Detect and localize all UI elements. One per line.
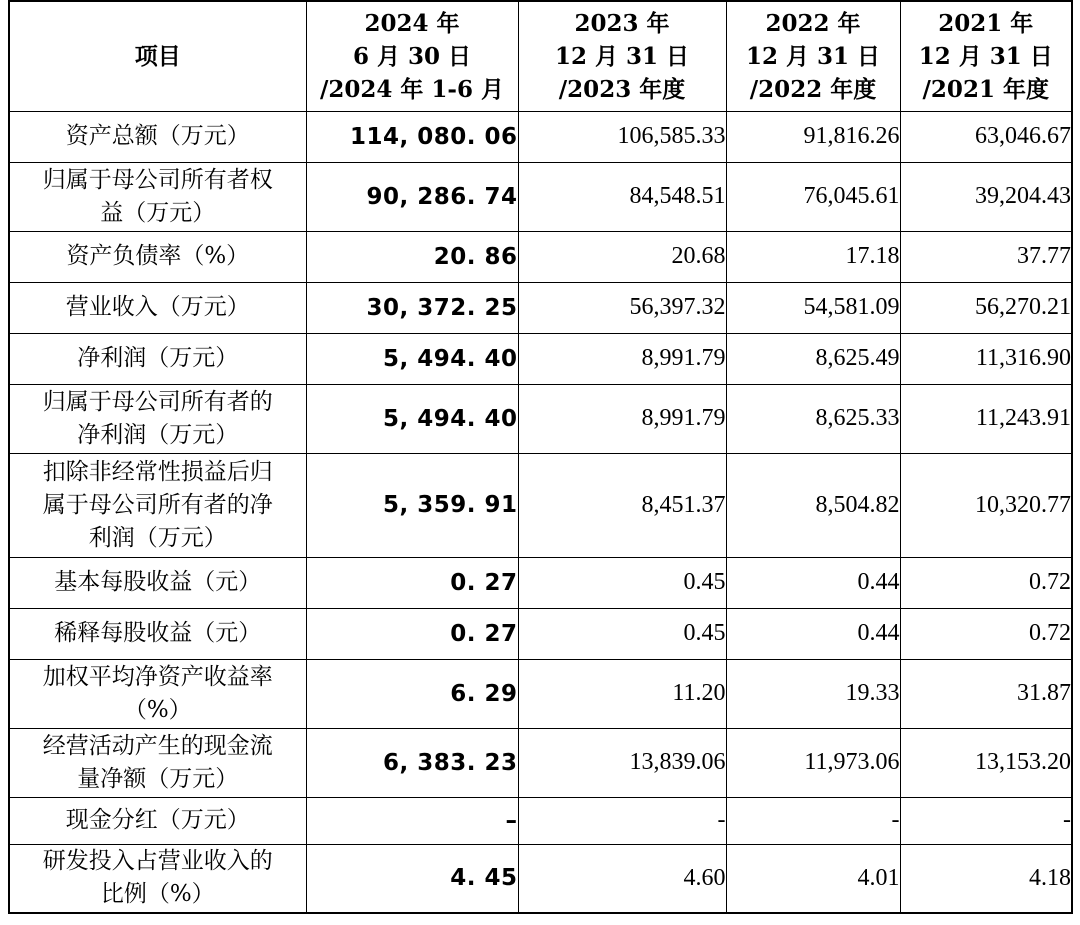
value-2022: 0.44 <box>726 557 900 608</box>
row-label-line: 加权平均净资产收益率 <box>42 663 273 690</box>
value-2024h1: – <box>306 797 518 844</box>
row-label-line: 比例（%） <box>100 881 215 908</box>
row-label <box>9 608 306 659</box>
header-period-line: /2024 年 1-6 月 <box>320 75 504 103</box>
header-period-line: 2023 年 <box>574 9 670 37</box>
value-2021: 0.72 <box>900 557 1072 608</box>
value-2023: 8,991.79 <box>518 384 726 453</box>
header-period-2022 <box>726 1 900 111</box>
row-label <box>9 453 306 557</box>
row-label <box>9 333 306 384</box>
value-2021: 13,153.20 <box>900 728 1072 797</box>
value-2024h1: 114, 080. 06 <box>306 111 518 162</box>
table-body <box>9 111 1072 913</box>
value-2023: 8,451.37 <box>518 453 726 557</box>
value-2021: 0.72 <box>900 608 1072 659</box>
header-period-2024h1 <box>306 1 518 111</box>
header-item <box>9 1 306 111</box>
row-label <box>9 557 306 608</box>
header-period-line: /2023 年度 <box>558 75 686 103</box>
row-label-line: 资产负债率（%） <box>66 243 250 269</box>
value-2021: 4.18 <box>900 844 1072 913</box>
table-row <box>9 557 1072 608</box>
value-2021: 11,243.91 <box>900 384 1072 453</box>
value-2022: 91,816.26 <box>726 111 900 162</box>
row-label-line: 归属于母公司所有者权 <box>42 166 273 193</box>
header-period-line: 12 月 31 日 <box>745 42 881 70</box>
value-2024h1: 0. 27 <box>306 557 518 608</box>
value-2022: 0.44 <box>726 608 900 659</box>
header-period-2023 <box>518 1 726 111</box>
row-label-line: 现金分红（万元） <box>65 807 250 833</box>
value-2024h1: 5, 494. 40 <box>306 333 518 384</box>
value-2022: 4.01 <box>726 844 900 913</box>
row-label-line: 净利润（万元） <box>77 421 239 448</box>
value-2024h1: 4. 45 <box>306 844 518 913</box>
financial-summary-table <box>8 0 1073 914</box>
row-label-line: 益（万元） <box>100 199 216 226</box>
row-label <box>9 659 306 728</box>
row-label-line: 净利润（万元） <box>77 345 239 371</box>
header-period-line: 6 月 30 日 <box>352 42 472 70</box>
row-label-line: 扣除非经常性损益后归 <box>42 458 273 485</box>
row-label <box>9 111 306 162</box>
value-2021: 10,320.77 <box>900 453 1072 557</box>
value-2022: 17.18 <box>726 231 900 282</box>
value-2024h1: 6, 383. 23 <box>306 728 518 797</box>
value-2023: 4.60 <box>518 844 726 913</box>
header-row <box>9 1 1072 111</box>
value-2023: 84,548.51 <box>518 162 726 231</box>
value-2021: - <box>900 797 1072 844</box>
table-row <box>9 659 1072 728</box>
table-row <box>9 282 1072 333</box>
value-2024h1: 5, 494. 40 <box>306 384 518 453</box>
row-label-line: 利润（万元） <box>88 524 227 551</box>
row-label-line: 经营活动产生的现金流 <box>42 732 273 759</box>
value-2021: 37.77 <box>900 231 1072 282</box>
row-label <box>9 231 306 282</box>
row-label-line: 稀释每股收益（元） <box>54 620 262 646</box>
row-label <box>9 797 306 844</box>
value-2022: 11,973.06 <box>726 728 900 797</box>
value-2022: 76,045.61 <box>726 162 900 231</box>
value-2023: - <box>518 797 726 844</box>
value-2022: 8,625.49 <box>726 333 900 384</box>
row-label-line: 研发投入占营业收入的 <box>42 848 273 875</box>
value-2022: 8,504.82 <box>726 453 900 557</box>
header-period-line: 2021 年 <box>938 9 1034 37</box>
row-label-line: 资产总额（万元） <box>65 123 250 149</box>
value-2022: - <box>726 797 900 844</box>
row-label <box>9 282 306 333</box>
table-row <box>9 453 1072 557</box>
table-row <box>9 384 1072 453</box>
value-2024h1: 90, 286. 74 <box>306 162 518 231</box>
value-2021: 31.87 <box>900 659 1072 728</box>
table-row <box>9 231 1072 282</box>
value-2022: 19.33 <box>726 659 900 728</box>
value-2023: 8,991.79 <box>518 333 726 384</box>
value-2024h1: 30, 372. 25 <box>306 282 518 333</box>
header-period-2021 <box>900 1 1072 111</box>
row-label-line: 属于母公司所有者的净 <box>42 491 273 518</box>
row-label <box>9 728 306 797</box>
table-row <box>9 797 1072 844</box>
value-2023: 11.20 <box>518 659 726 728</box>
value-2023: 0.45 <box>518 608 726 659</box>
header-item-label: 项目 <box>134 42 181 70</box>
row-label <box>9 844 306 913</box>
value-2021: 39,204.43 <box>900 162 1072 231</box>
value-2021: 11,316.90 <box>900 333 1072 384</box>
value-2023: 0.45 <box>518 557 726 608</box>
value-2024h1: 5, 359. 91 <box>306 453 518 557</box>
row-label-line: （%） <box>123 696 192 723</box>
value-2024h1: 0. 27 <box>306 608 518 659</box>
header-period-line: /2021 年度 <box>922 75 1049 103</box>
row-label <box>9 162 306 231</box>
value-2021: 63,046.67 <box>900 111 1072 162</box>
value-2023: 13,839.06 <box>518 728 726 797</box>
table-row <box>9 111 1072 162</box>
value-2023: 20.68 <box>518 231 726 282</box>
header-period-line: 2022 年 <box>765 9 861 37</box>
value-2023: 56,397.32 <box>518 282 726 333</box>
value-2022: 54,581.09 <box>726 282 900 333</box>
header-period-line: 12 月 31 日 <box>554 42 690 70</box>
row-label <box>9 384 306 453</box>
value-2024h1: 6. 29 <box>306 659 518 728</box>
value-2024h1: 20. 86 <box>306 231 518 282</box>
table-row <box>9 162 1072 231</box>
value-2023: 106,585.33 <box>518 111 726 162</box>
value-2021: 56,270.21 <box>900 282 1072 333</box>
table-row <box>9 333 1072 384</box>
table-row <box>9 608 1072 659</box>
table-row <box>9 844 1072 913</box>
value-2022: 8,625.33 <box>726 384 900 453</box>
row-label-line: 归属于母公司所有者的 <box>42 388 273 415</box>
row-label-line: 量净额（万元） <box>77 765 239 792</box>
row-label-line: 基本每股收益（元） <box>54 569 262 595</box>
header-period-line: /2022 年度 <box>749 75 877 103</box>
table-row <box>9 728 1072 797</box>
header-period-line: 12 月 31 日 <box>918 42 1053 70</box>
row-label-line: 营业收入（万元） <box>65 294 250 320</box>
header-period-line: 2024 年 <box>364 9 460 37</box>
